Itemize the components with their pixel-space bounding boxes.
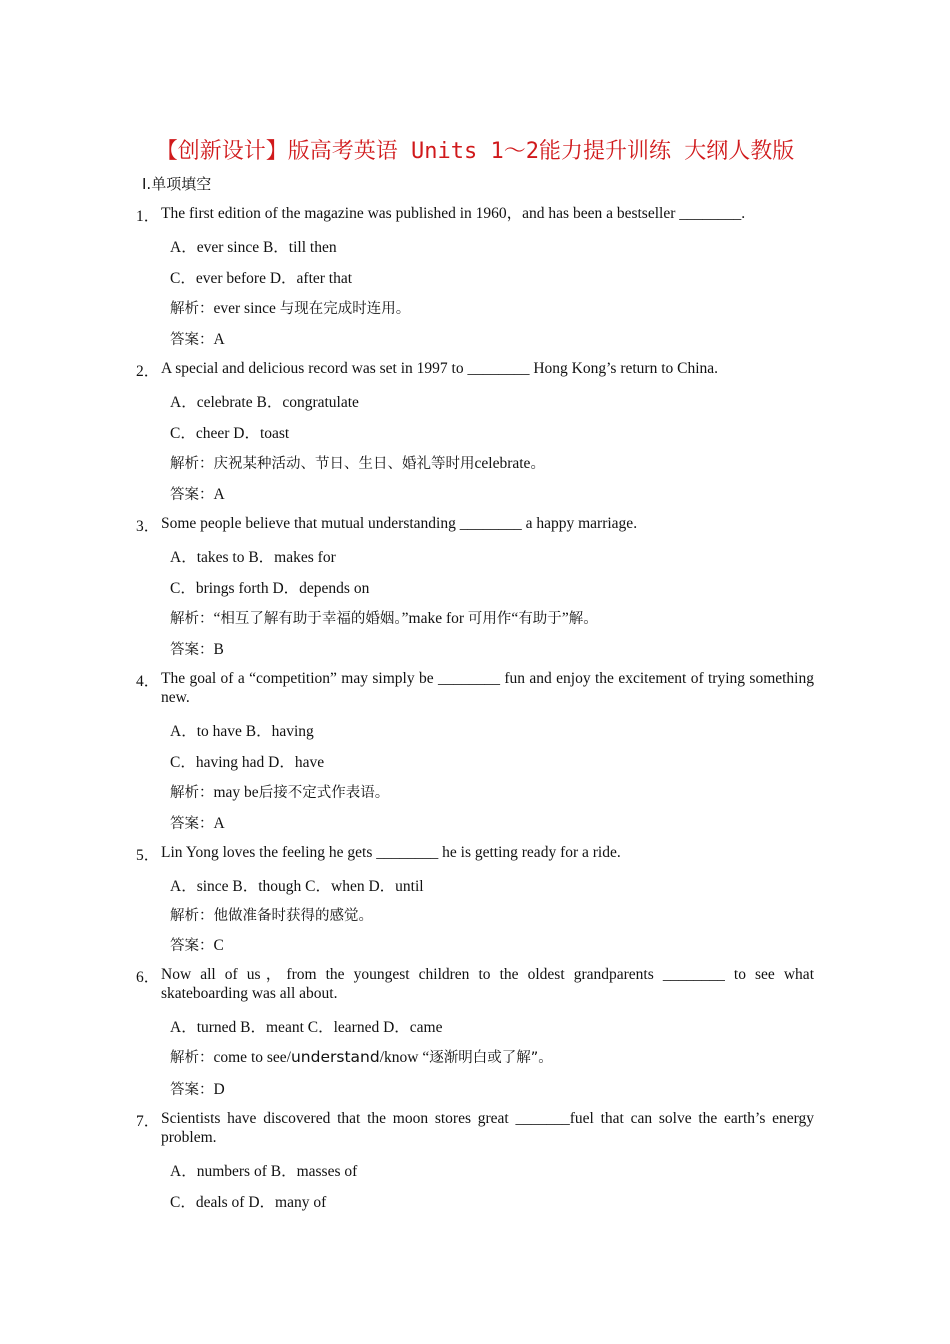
answer-label: 答案： <box>170 642 214 658</box>
question-text: Now all of us，from the youngest children to the oldest grandparents ________ to see what skateboarding was all about. <box>161 966 814 1002</box>
analysis-label: 解析： <box>170 908 214 924</box>
analysis-text: 庆祝某种活动、节日、生日、婚礼等时用 <box>213 456 475 472</box>
option-line: A．celebrate B．congratulate <box>170 394 359 411</box>
question-number: 6． <box>136 969 160 986</box>
analysis-text: ”make for <box>401 610 468 627</box>
question-text: Scientists have discovered that the moon stores great _______fuel that can solve the earth’s energy problem. <box>161 1110 814 1146</box>
answer-line <box>170 638 224 659</box>
analysis-text: 逐渐明白或了解 <box>429 1050 531 1066</box>
analysis-label: 解析： <box>170 456 214 472</box>
question-number: 1． <box>136 208 160 225</box>
analysis-text: ” <box>561 610 569 627</box>
option-line: A．numbers of B．masses of <box>170 1163 358 1180</box>
question-3 <box>136 514 814 533</box>
analysis-line <box>170 1046 553 1067</box>
question-text: Lin Yong loves the feeling he gets ________ he is getting ready for a ride. <box>161 844 621 861</box>
option-line: C．brings forth D．depends on <box>170 580 370 597</box>
document-title: 【创新设计】版高考英语 Units 1～2能力提升训练 大纲人教版 <box>155 139 795 164</box>
analysis-text: 有助于 <box>518 611 562 627</box>
answer-label: 答案： <box>170 1082 214 1098</box>
analysis-text: may be <box>213 784 259 801</box>
option-line: A．to have B．having <box>170 723 314 740</box>
option-line: A．since B．though C．when D．until <box>170 878 424 895</box>
analysis-text: “ <box>213 610 221 627</box>
answer-line <box>170 483 225 504</box>
analysis-text: 他做准备时获得的感觉。 <box>213 908 373 924</box>
question-number: 3． <box>136 518 160 535</box>
answer-label: 答案： <box>170 816 214 832</box>
question-6 <box>136 965 814 1003</box>
question-7 <box>136 1109 814 1147</box>
question-text: A special and delicious record was set in 1997 to ________ Hong Kong’s return to China. <box>161 360 719 377</box>
answer-line <box>170 934 224 955</box>
analysis-text: understand <box>290 1048 380 1066</box>
question-1 <box>136 204 814 223</box>
option-line: A．turned B．meant C．learned D．came <box>170 1019 443 1036</box>
analysis-text: /know <box>379 1049 423 1066</box>
answer-value: D <box>213 1081 225 1098</box>
question-number: 7． <box>136 1113 160 1130</box>
answer-label: 答案： <box>170 332 214 348</box>
analysis-text: 可用作 <box>467 611 512 627</box>
analysis-text: celebrate <box>474 455 531 472</box>
analysis-label: 解析： <box>170 785 214 801</box>
analysis-text: ”。 <box>530 1050 553 1066</box>
analysis-text: 与现在完成时连用。 <box>279 301 411 317</box>
option-line: C．cheer D．toast <box>170 425 290 442</box>
question-5 <box>136 843 814 862</box>
analysis-text: “ <box>511 610 519 627</box>
answer-line <box>170 1078 225 1099</box>
option-line: A．takes to B．makes for <box>170 549 336 566</box>
question-text: The goal of a “competition” may simply be ________ fun and enjoy the excitement of trying something new. <box>161 670 814 706</box>
answer-value: A <box>213 815 225 832</box>
question-2 <box>136 359 814 378</box>
question-number: 5． <box>136 847 160 864</box>
analysis-text: 解。 <box>568 611 598 627</box>
answer-label: 答案： <box>170 938 214 954</box>
answer-line <box>170 812 225 833</box>
option-line: C．ever before D．after that <box>170 270 353 287</box>
analysis-line <box>170 904 373 925</box>
question-text: The first edition of the magazine was published in 1960，and has been a bestseller ________. <box>161 205 746 222</box>
analysis-text: come to see/ <box>213 1049 291 1066</box>
analysis-line <box>170 781 389 802</box>
analysis-label: 解析： <box>170 1050 214 1066</box>
question-number: 2． <box>136 363 160 380</box>
question-text: Some people believe that mutual understanding ________ a happy marriage. <box>161 515 638 532</box>
analysis-label: 解析： <box>170 611 214 627</box>
answer-value: A <box>213 486 225 503</box>
section-heading: Ⅰ.单项填空 <box>142 175 212 193</box>
question-number: 4． <box>136 673 160 690</box>
analysis-text: 相互了解有助于幸福的婚姻。 <box>220 611 402 627</box>
analysis-text: ever since <box>213 300 280 317</box>
analysis-line <box>170 607 598 628</box>
analysis-label: 解析： <box>170 301 214 317</box>
analysis-text: 。 <box>530 456 545 472</box>
answer-label: 答案： <box>170 487 214 503</box>
analysis-line <box>170 297 410 318</box>
answer-value: C <box>213 937 224 954</box>
answer-line <box>170 328 225 349</box>
analysis-text: “ <box>422 1049 430 1066</box>
option-line: A．ever since B．till then <box>170 239 337 256</box>
analysis-text: 后接不定式作表语。 <box>258 785 390 801</box>
option-line: C．having had D．have <box>170 754 325 771</box>
answer-value: B <box>213 641 224 658</box>
question-4 <box>136 669 814 707</box>
analysis-line <box>170 452 545 473</box>
answer-value: A <box>213 331 225 348</box>
option-line: C．deals of D．many of <box>170 1194 327 1211</box>
